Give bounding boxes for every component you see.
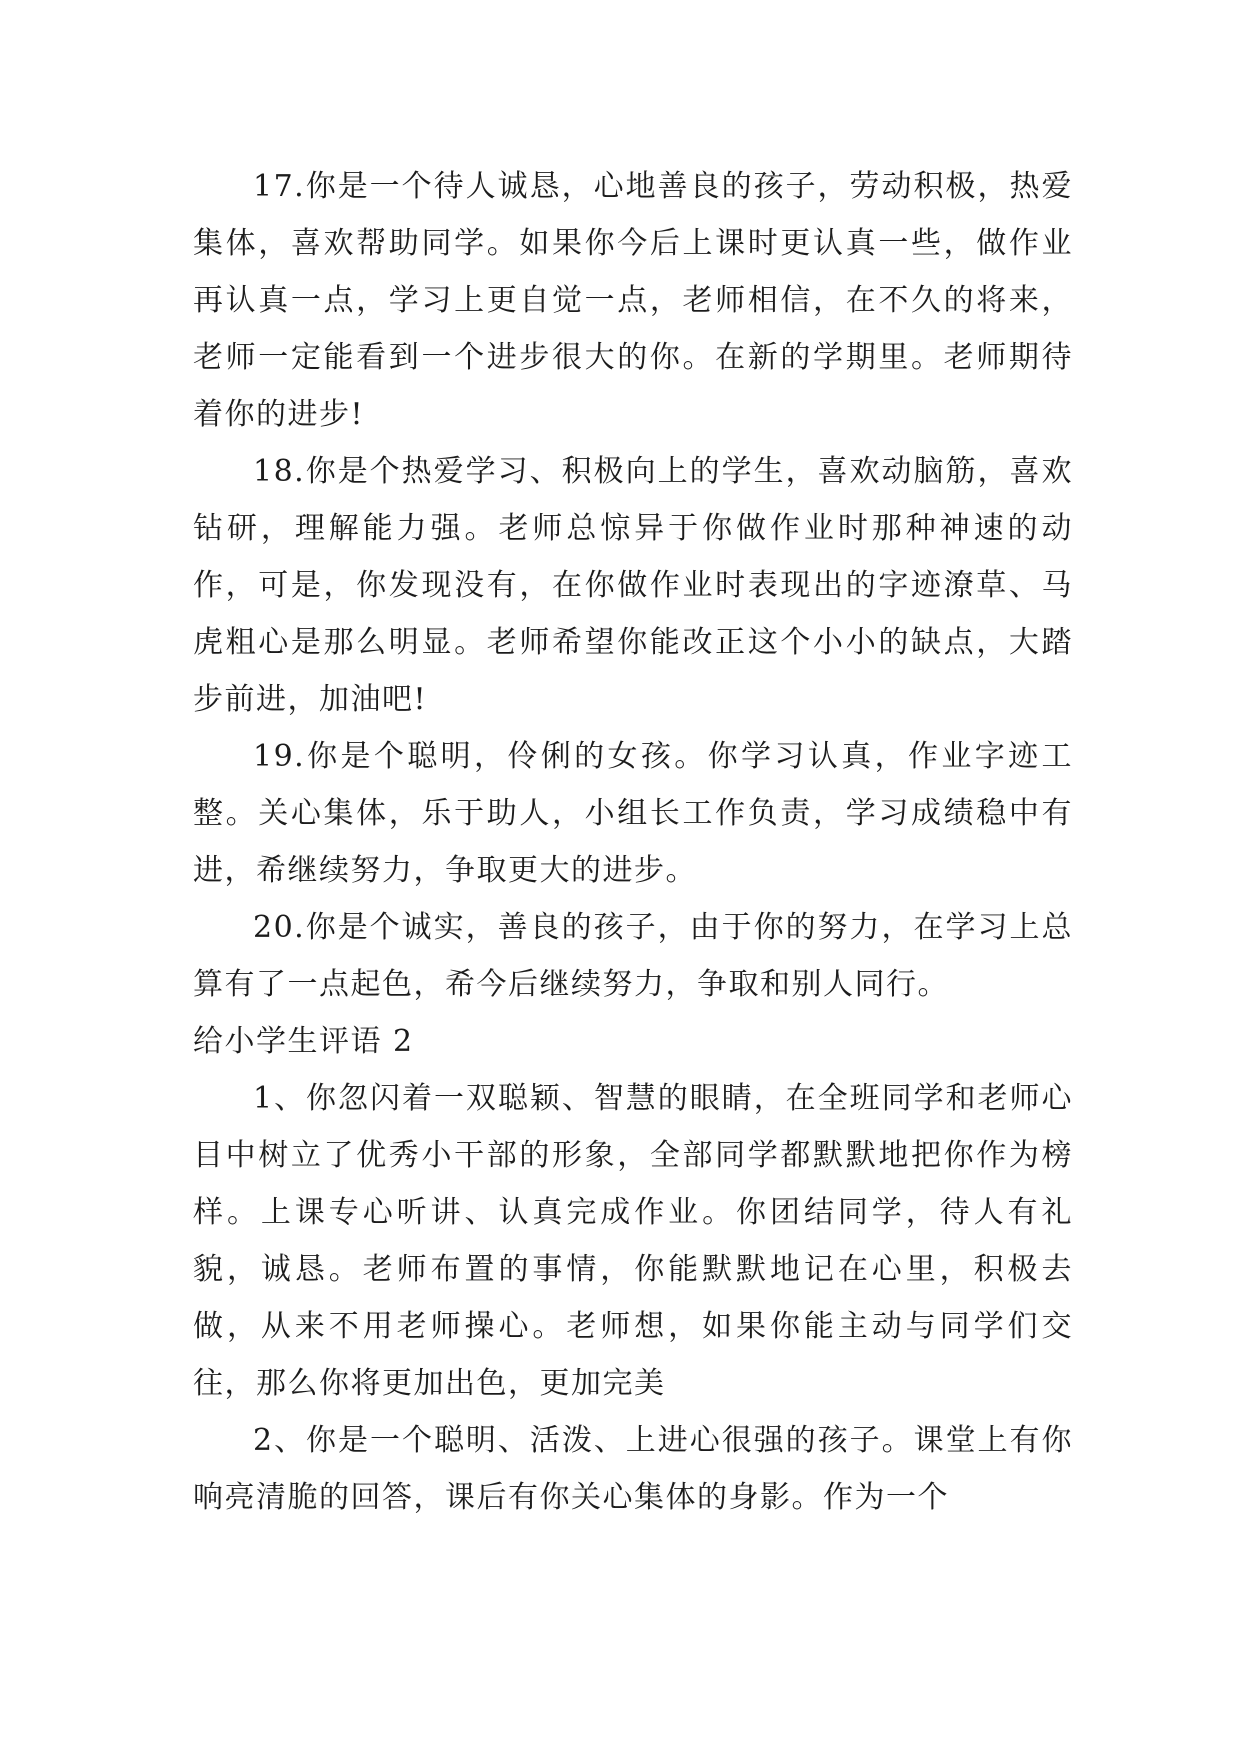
document-body (193, 158, 1073, 1526)
paragraph-20: 20.你是个诚实，善良的孩子，由于你的努力，在学习上总算有了一点起色，希今后继续努力，争取和别人同行。 (193, 910, 1073, 1002)
section-paragraph-1: 1、你忽闪着一双聪颖、智慧的眼睛，在全班同学和老师心目中树立了优秀小干部的形象，全部同学都默默地把你作为榜样。上课专心听讲、认真完成作业。你团结同学，待人有礼貌，诚恳。老师布置的事情，你能默默地记在心里，积极去做，从来不用老师操心。老师想，如果你能主动与同学们交往，那么你将更加出色，更加完美 (193, 1081, 1073, 1401)
paragraph-17: 17.你是一个待人诚恳，心地善良的孩子，劳动积极，热爱集体，喜欢帮助同学。如果你今后上课时更认真一些，做作业再认真一点，学习上更自觉一点，老师相信，在不久的将来，老师一定能看到一个进步很大的你。在新的学期里。老师期待着你的进步! (193, 169, 1073, 432)
section-paragraph-2: 2、你是一个聪明、活泼、上进心很强的孩子。课堂上有你响亮清脆的回答，课后有你关心集体的身影。作为一个 (193, 1423, 1073, 1515)
section-heading: 给小学生评语 2 (193, 1024, 414, 1059)
paragraph-18: 18.你是个热爱学习、积极向上的学生，喜欢动脑筋，喜欢钻研，理解能力强。老师总惊异于你做作业时那种神速的动作，可是，你发现没有，在你做作业时表现出的字迹潦草、马虎粗心是那么明显。老师希望你能改正这个小小的缺点，大踏步前进，加油吧! (193, 454, 1073, 717)
paragraph-19: 19.你是个聪明，伶俐的女孩。你学习认真，作业字迹工整。关心集体，乐于助人，小组长工作负责，学习成绩稳中有进，希继续努力，争取更大的进步。 (193, 739, 1073, 888)
